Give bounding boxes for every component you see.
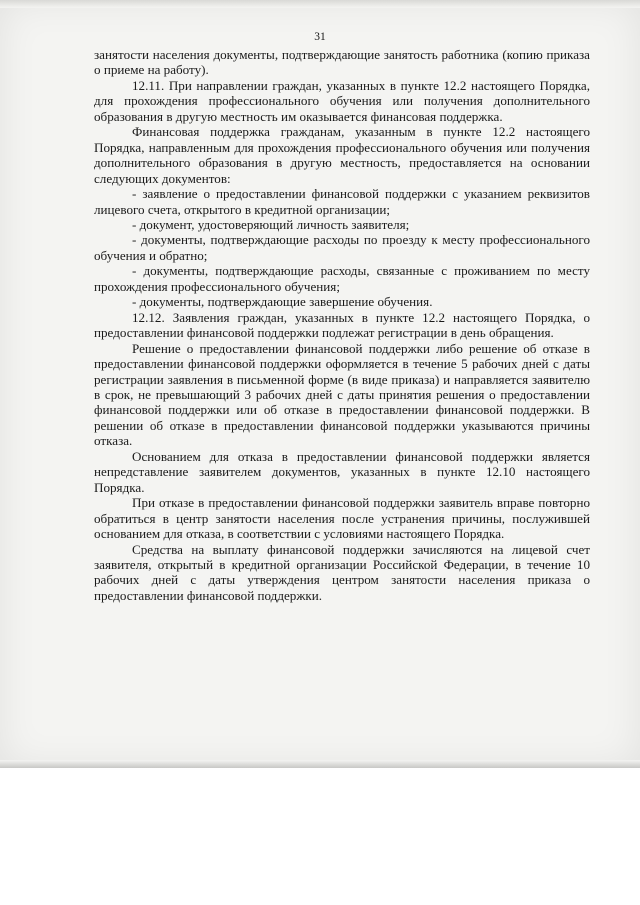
paragraph-decision: Решение о предоставлении финансовой поддержки либо решение об отказе в предоставлении финансовой поддержки оформляется в течение 5 рабочих дней с даты регистрации заявления в письменной форме (в виде приказа) и направляется заявителю в срок, не превышающий 3 рабочих дней с даты принятия решения о предоставлении финансовой поддержки или об отказе в предоставлении финансовой поддержки. В решении об отказе в предоставлении финансовой поддержки указываются причины отказа. <box>94 340 590 449</box>
page-number: 31 <box>314 31 326 43</box>
page-bottom-edge <box>0 760 640 768</box>
page-top-edge <box>0 0 640 8</box>
paragraph-financial-support: Финансовая поддержка гражданам, указанным в пункте 12.2 настоящего Порядка, направленным для прохождения профессионального обучения или получения дополнительного образования в другую местность, предоставляется на основании следующих документов: <box>94 124 590 186</box>
paragraph-continuation: занятости населения документы, подтверждающие занятость работника (копию приказа о приеме на работу). <box>94 47 590 78</box>
list-item-completion-documents: - документы, подтверждающие завершение обучения. <box>132 294 433 310</box>
list-item-travel-expenses: - документы, подтверждающие расходы по проезду к месту профессионального обучения и обратно; <box>94 232 590 263</box>
list-item-application: - заявление о предоставлении финансовой поддержки с указанием реквизитов лицевого счета, открытого в кредитной организации; <box>94 186 590 217</box>
paragraph-reapplication: При отказе в предоставлении финансовой поддержки заявитель вправе повторно обратиться в центр занятости населения после устранения причины, послужившей основанием для отказа, в соответствии с условиями настоящего Порядка. <box>94 495 590 542</box>
list-item-accommodation-expenses: - документы, подтверждающие расходы, связанные с проживанием по месту прохождения профессионального обучения; <box>94 263 590 294</box>
paragraph-12-12: 12.12. Заявления граждан, указанных в пункте 12.2 настоящего Порядка, о предоставлении финансовой поддержки подлежат регистрации в день обращения. <box>94 309 590 341</box>
paragraph-payment: Средства на выплату финансовой поддержки зачисляются на лицевой счет заявителя, открытый в кредитной организации Российской Федерации, в течение 10 рабочих дней с даты утверждения центром занятости населения приказа о предоставлении финансовой поддержки. <box>94 541 590 603</box>
document-body <box>94 47 590 603</box>
paragraph-refusal-grounds: Основанием для отказа в предоставлении финансовой поддержки является непредставление заявителем документов, указанных в пункте 12.10 настоящего Порядка. <box>94 448 590 495</box>
paragraph-12-11: 12.11. При направлении граждан, указанных в пункте 12.2 настоящего Порядка, для прохождения профессионального обучения или получения дополнительного образования в другую местность им оказывается финансовая поддержка. <box>94 77 590 124</box>
list-item-identity-document: - документ, удостоверяющий личность заявителя; <box>132 216 410 232</box>
